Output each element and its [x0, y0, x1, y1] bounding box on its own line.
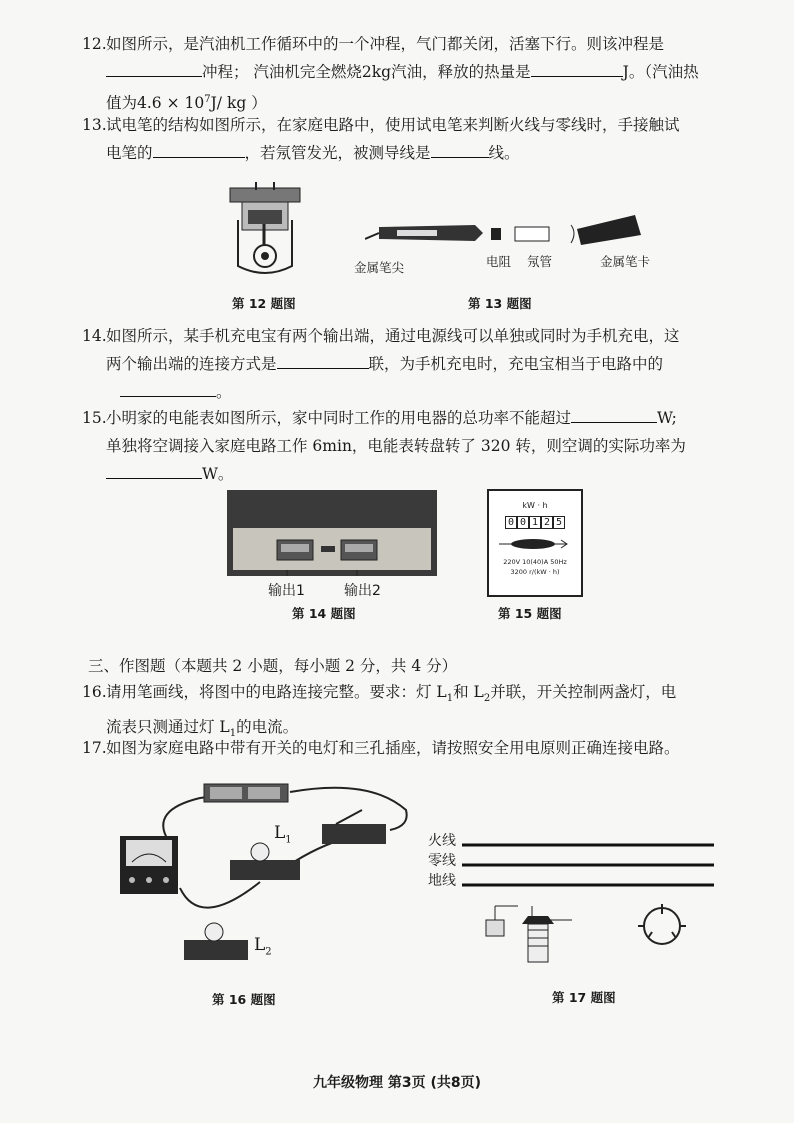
question-text: J/ kg ）	[210, 94, 267, 113]
question-number: 12.	[82, 35, 107, 53]
answer-blank[interactable]	[120, 378, 216, 397]
output-1-label: 输出1	[268, 583, 305, 599]
answer-blank[interactable]	[106, 460, 202, 479]
question-text: 和 L	[453, 683, 484, 701]
pen-label-clip: 金属笔卡	[600, 254, 651, 269]
label-text: L	[254, 935, 266, 955]
subscript: 2	[483, 693, 491, 705]
figure-caption: 第 17 题图	[552, 990, 616, 1005]
section-title: 三、作图题（本题共 2 小题，每小题 2 分，共 4 分）	[88, 657, 458, 675]
meter-digit: 0	[505, 516, 517, 529]
question-text: 两个输出端的连接方式是	[106, 355, 277, 373]
answer-blank[interactable]	[106, 58, 202, 77]
question-text: 。	[216, 383, 232, 401]
question-12	[82, 30, 774, 117]
question-text: 电笔的	[106, 144, 153, 162]
question-text: 单独将空调接入家庭电路工作 6min，电能表转盘转了 320 转，则空调的实际功率为	[106, 437, 686, 455]
question-number: 13.	[82, 116, 107, 134]
question-text: 小明家的电能表如图所示，家中同时工作的用电器的总功率不能超过	[106, 409, 572, 427]
neutral-wire-label: 零线	[428, 853, 456, 869]
question-text: 流表只测通过灯 L	[106, 718, 230, 737]
power-bank-photo	[227, 490, 437, 576]
bulb-l2-icon[interactable]	[184, 940, 248, 960]
figure-caption: 第 16 题图	[212, 992, 276, 1007]
question-text: 值为4.6 × 10	[106, 94, 205, 113]
wall-switch-icon[interactable]	[486, 920, 504, 936]
question-text: 请用笔画线，将图中的电路连接完整。要求：灯 L	[106, 683, 447, 701]
question-text: J。（汽油热	[622, 63, 699, 81]
question-text: 试电笔的结构如图所示，在家庭电路中，使用试电笔来判断火线与零线时，手接触试	[106, 116, 680, 134]
figure-caption: 第 13 题图	[468, 296, 532, 311]
pen-label-tip: 金属笔尖	[354, 260, 405, 275]
answer-blank[interactable]	[431, 139, 489, 158]
energy-meter	[487, 489, 583, 597]
figure-caption: 第 14 题图	[292, 606, 356, 621]
question-number: 17.	[82, 739, 107, 757]
exponent: 7	[204, 94, 211, 105]
subscript: 1	[285, 834, 292, 846]
answer-blank[interactable]	[531, 58, 623, 77]
meter-digit: 5	[553, 516, 565, 529]
question-text: W;	[657, 409, 677, 427]
question-text: W。	[202, 465, 234, 483]
label-text: L	[274, 823, 286, 843]
question-number: 15.	[82, 409, 107, 427]
meter-digit: 2	[541, 516, 553, 529]
question-14	[82, 322, 774, 406]
question-text: 如图所示，某手机充电宝有两个输出端，通过电源线可以单独或同时为手机充电，这	[106, 327, 680, 345]
output-2-label: 输出2	[344, 583, 381, 599]
figure-caption: 第 12 题图	[232, 296, 296, 311]
question-number: 14.	[82, 327, 107, 345]
figure-caption: 第 15 题图	[498, 606, 562, 621]
meter-unit: kW · h	[522, 501, 548, 510]
answer-blank[interactable]	[571, 404, 657, 423]
subscript: 1	[229, 728, 237, 740]
test-pen-diagram	[365, 213, 645, 253]
switch-icon[interactable]	[322, 824, 386, 844]
household-wiring-diagram[interactable]	[462, 838, 722, 978]
question-text: 如图为家庭电路中带有开关的电灯和三孔插座，请按照安全用电原则正确连接电路。	[106, 739, 680, 757]
meter-digit: 0	[517, 516, 529, 529]
question-17	[82, 734, 774, 762]
meter-spec: 3200 r/(kW · h)	[510, 568, 560, 576]
meter-digits	[489, 516, 581, 529]
question-text: ，若氖管发光，被测导线是	[244, 144, 431, 162]
question-text: 线。	[488, 144, 520, 162]
page-footer: 九年级物理 第3页 (共8页)	[312, 1075, 482, 1091]
question-text: 并联，开关控制两盏灯，电	[490, 683, 677, 701]
question-15	[82, 404, 774, 488]
pen-label-neon: 氖管	[527, 254, 553, 269]
question-text: 的电流。	[236, 718, 299, 737]
l1-label	[274, 823, 292, 845]
question-text: 冲程； 汽油机完全燃烧2kg汽油，释放的热量是	[202, 63, 531, 81]
bulb-l1-icon[interactable]	[230, 860, 300, 880]
subscript: 1	[446, 693, 454, 705]
pen-label-resistor: 电阻	[486, 254, 512, 269]
engine-stroke-diagram	[226, 180, 304, 282]
answer-blank[interactable]	[277, 350, 369, 369]
ground-wire-label: 地线	[428, 873, 456, 889]
meter-dial-icon	[489, 535, 577, 553]
live-wire-label: 火线	[428, 833, 456, 849]
question-13	[82, 111, 774, 167]
answer-blank[interactable]	[153, 139, 245, 158]
meter-digit: 1	[529, 516, 541, 529]
question-text: 联，为手机充电时，充电宝相当于电路中的	[368, 355, 664, 373]
meter-spec: 220V 10(40)A 50Hz	[503, 558, 567, 566]
subscript: 2	[265, 946, 272, 958]
question-text: 如图所示，是汽油机工作循环中的一个冲程，气门都关闭，活塞下行。则该冲程是	[106, 35, 665, 53]
question-number: 16.	[82, 683, 107, 701]
l2-label	[254, 935, 272, 957]
